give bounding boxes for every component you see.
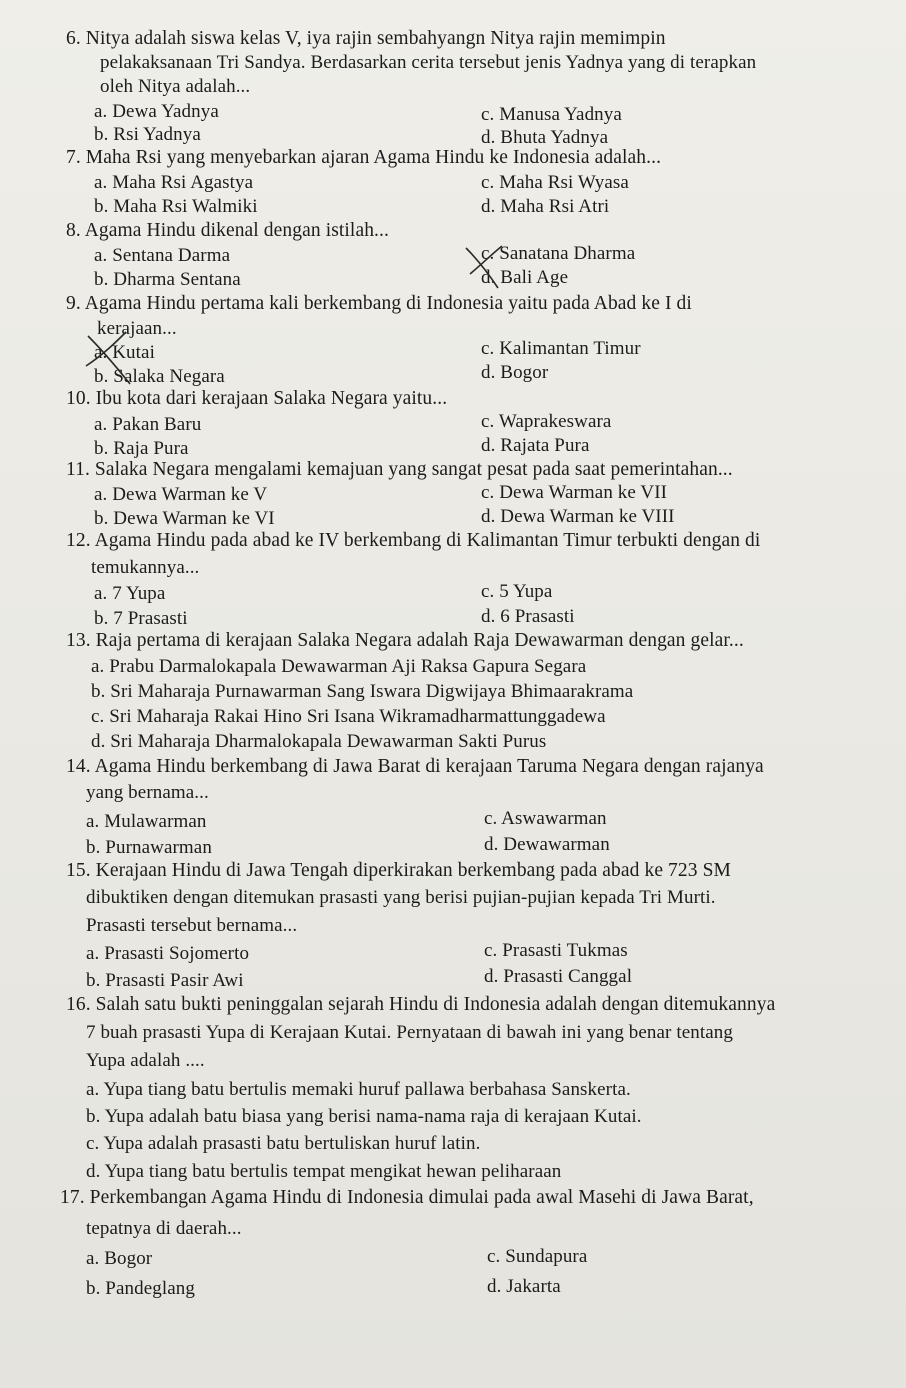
question-16-line-1: 16. Salah satu bukti peninggalan sejarah Hindu di Indonesia adalah dengan ditemukannya	[66, 994, 776, 1015]
question-11-line-1: 11. Salaka Negara mengalami kemajuan yang sangat pesat pada saat pemerintahan...	[66, 459, 733, 480]
question-6-line-3: oleh Nitya adalah...	[100, 76, 251, 97]
question-13-option-d: d. Sri Maharaja Dharmalokapala Dewawarman Sakti Purus	[91, 731, 547, 752]
question-14-line-1: 14. Agama Hindu berkembang di Jawa Barat di kerajaan Taruma Negara dengan rajanya	[66, 756, 764, 777]
question-15-option-c: c. Prasasti Tukmas	[484, 940, 628, 961]
question-16-option-d: d. Yupa tiang batu bertulis tempat mengikat hewan peliharaan	[86, 1161, 562, 1182]
question-6-option-b: b. Rsi Yadnya	[94, 124, 201, 145]
question-17-option-d: d. Jakarta	[487, 1276, 561, 1297]
question-11-option-d: d. Dewa Warman ke VIII	[481, 506, 675, 527]
question-17-option-c: c. Sundapura	[487, 1246, 588, 1267]
question-17-option-b: b. Pandeglang	[86, 1278, 195, 1299]
question-14-option-b: b. Purnawarman	[86, 837, 212, 858]
question-6-option-a: a. Dewa Yadnya	[94, 101, 219, 122]
question-12-option-b: b. 7 Prasasti	[94, 608, 188, 629]
question-11-option-b: b. Dewa Warman ke VI	[94, 508, 275, 529]
question-13-line-1: 13. Raja pertama di kerajaan Salaka Negara adalah Raja Dewawarman dengan gelar...	[66, 630, 744, 651]
question-6-option-d: d. Bhuta Yadnya	[481, 127, 609, 148]
question-13-option-a: a. Prabu Darmalokapala Dewawarman Aji Raksa Gapura Segara	[91, 656, 587, 677]
question-8-option-a: a. Sentana Darma	[94, 245, 231, 266]
question-7-option-a: a. Maha Rsi Agastya	[94, 172, 254, 193]
question-9-option-d: d. Bogor	[481, 362, 549, 383]
question-6-line-1: 6. Nitya adalah siswa kelas V, iya rajin sembahyangn Nitya rajin memimpin	[66, 28, 666, 49]
question-11-option-a: a. Dewa Warman ke V	[94, 484, 268, 505]
question-15-line-1: 15. Kerajaan Hindu di Jawa Tengah diperkirakan berkembang pada abad ke 723 SM	[66, 860, 731, 881]
question-8-option-d: d. Bali Age	[481, 267, 569, 288]
question-17-option-a: a. Bogor	[86, 1248, 153, 1269]
question-7-option-d: d. Maha Rsi Atri	[481, 196, 610, 217]
question-14-option-a: a. Mulawarman	[86, 811, 207, 832]
question-14-line-2: yang bernama...	[86, 782, 209, 803]
question-7-option-b: b. Maha Rsi Walmiki	[94, 196, 258, 217]
question-10-line-1: 10. Ibu kota dari kerajaan Salaka Negara yaitu...	[66, 388, 448, 409]
question-17-line-2: tepatnya di daerah...	[86, 1218, 242, 1239]
question-16-line-2: 7 buah prasasti Yupa di Kerajaan Kutai. Pernyataan di bawah ini yang benar tentang	[86, 1022, 733, 1043]
question-12-line-1: 12. Agama Hindu pada abad ke IV berkembang di Kalimantan Timur terbukti dengan di	[66, 530, 761, 551]
question-11-option-c: c. Dewa Warman ke VII	[481, 482, 668, 503]
question-12-option-a: a. 7 Yupa	[94, 583, 166, 604]
question-16-option-c: c. Yupa adalah prasasti batu bertuliskan huruf latin.	[86, 1133, 481, 1154]
question-10-option-c: c. Waprakeswara	[481, 411, 612, 432]
question-8-option-c: c. Sanatana Dharma	[481, 243, 636, 264]
question-15-option-b: b. Prasasti Pasir Awi	[86, 970, 244, 991]
question-7-line-1: 7. Maha Rsi yang menyebarkan ajaran Agama Hindu ke Indonesia adalah...	[66, 147, 662, 168]
question-16-option-b: b. Yupa adalah batu biasa yang berisi nama-nama raja di kerajaan Kutai.	[86, 1106, 642, 1127]
question-15-line-3: Prasasti tersebut bernama...	[86, 915, 298, 936]
question-10-option-d: d. Rajata Pura	[481, 435, 590, 456]
question-14-option-c: c. Aswawarman	[484, 808, 607, 829]
question-6-line-2: pelakaksanaan Tri Sandya. Berdasarkan cerita tersebut jenis Yadnya yang di terapkan	[100, 52, 757, 73]
question-16-option-a: a. Yupa tiang batu bertulis memaki huruf pallawa berbahasa Sanskerta.	[86, 1079, 631, 1100]
question-9-line-1: 9. Agama Hindu pertama kali berkembang di Indonesia yaitu pada Abad ke I di	[66, 293, 692, 314]
question-8-line-1: 8. Agama Hindu dikenal dengan istilah...	[66, 220, 389, 241]
question-10-option-a: a. Pakan Baru	[94, 414, 202, 435]
question-12-option-c: c. 5 Yupa	[481, 581, 553, 602]
question-12-line-2: temukannya...	[91, 557, 200, 578]
question-8-option-b: b. Dharma Sentana	[94, 269, 241, 290]
question-9-option-b: b. Salaka Negara	[94, 366, 225, 387]
question-9-option-c: c. Kalimantan Timur	[481, 338, 641, 359]
question-7-option-c: c. Maha Rsi Wyasa	[481, 172, 629, 193]
question-16-line-3: Yupa adalah ....	[86, 1050, 205, 1071]
question-9-option-a: a. Kutai	[94, 342, 155, 363]
question-9-line-2: kerajaan...	[97, 318, 177, 339]
question-6-option-c: c. Manusa Yadnya	[481, 104, 622, 125]
question-15-line-2: dibuktiken dengan ditemukan prasasti yang berisi pujian-pujian kepada Tri Murti.	[86, 887, 716, 908]
question-12-option-d: d. 6 Prasasti	[481, 606, 575, 627]
question-13-option-c: c. Sri Maharaja Rakai Hino Sri Isana Wikramadharmattunggadewa	[91, 706, 606, 727]
question-17-line-1: 17. Perkembangan Agama Hindu di Indonesia dimulai pada awal Masehi di Jawa Barat,	[60, 1187, 754, 1208]
question-14-option-d: d. Dewawarman	[484, 834, 610, 855]
question-13-option-b: b. Sri Maharaja Purnawarman Sang Iswara Digwijaya Bhimaarakrama	[91, 681, 634, 702]
question-15-option-a: a. Prasasti Sojomerto	[86, 943, 250, 964]
question-15-option-d: d. Prasasti Canggal	[484, 966, 633, 987]
question-10-option-b: b. Raja Pura	[94, 438, 189, 459]
